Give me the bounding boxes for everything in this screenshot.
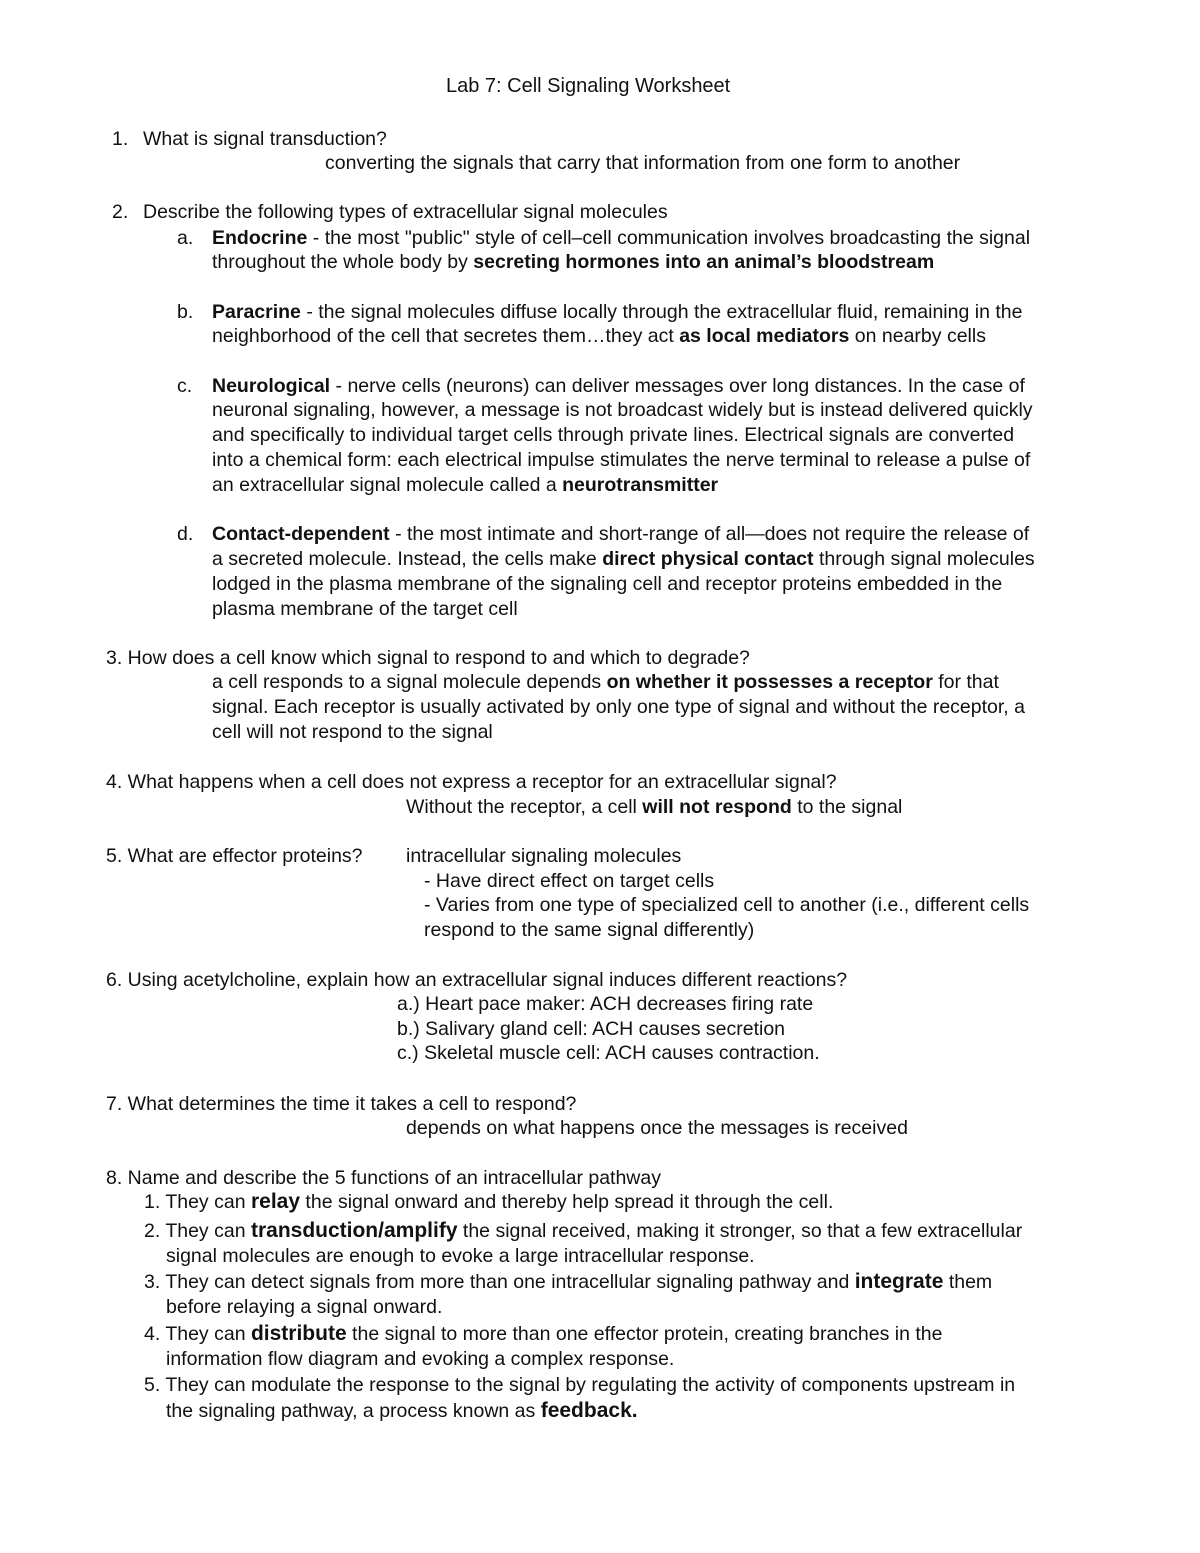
q7-question: 7. What determines the time it takes a cell to respond? [106, 1093, 577, 1115]
q2c-term: Neurological [212, 375, 331, 397]
q2b-letter: b. [177, 301, 194, 323]
q8-item-2: 2. They can transduction/amplify the signal received, making it stronger, so that a few extracellular [144, 1219, 1023, 1242]
q5-question: 5. What are effector proteins? [106, 845, 363, 867]
q4-answer: Without the receptor, a cell will not respond to the signal [406, 796, 903, 818]
q3-answer-line-3: cell will not respond to the signal [212, 721, 493, 743]
q2d-term: Contact-dependent [212, 523, 390, 545]
q7-answer: depends on what happens once the messages is received [406, 1117, 908, 1139]
q2-number: 2. [112, 201, 129, 223]
q6-question: 6. Using acetylcholine, explain how an extracellular signal induces different reactions? [106, 969, 848, 991]
q2a-line-1: Endocrine - the most "public" style of cell–cell communication involves broadcasting the signal [212, 227, 1031, 249]
q8-item-3: 3. They can detect signals from more than one intracellular signaling pathway and integrate them [144, 1270, 993, 1293]
q8-item-5: 5. They can modulate the response to the signal by regulating the activity of components upstream in [144, 1374, 1016, 1396]
q8-item-5-cont: the signaling pathway, a process known as feedback. [166, 1399, 638, 1422]
q1-answer: converting the signals that carry that information from one form to another [325, 152, 961, 174]
q5-point-2: - Varies from one type of specialized cell to another (i.e., different cells [424, 894, 1030, 916]
worksheet-title: Lab 7: Cell Signaling Worksheet [446, 75, 731, 97]
q2c-line-3: and specifically to individual target cells through private lines. Electrical signals are converted [212, 424, 1015, 446]
q2c-line-2: neuronal signaling, however, a message is not broadcast widely but is instead delivered quickly [212, 399, 1033, 421]
q3-answer-line-1: a cell responds to a signal molecule depends on whether it possesses a receptor for that [212, 671, 999, 693]
q6-answer-c: c.) Skeletal muscle cell: ACH causes contraction. [397, 1042, 820, 1064]
q8-item-3-cont: before relaying a signal onward. [166, 1296, 443, 1318]
q2d-line-3: lodged in the plasma membrane of the signaling cell and receptor proteins embedded in the [212, 573, 1003, 595]
q4-question: 4. What happens when a cell does not express a receptor for an extracellular signal? [106, 771, 837, 793]
q5-point-3: respond to the same signal differently) [424, 919, 755, 941]
q2d-line-2: a secreted molecule. Instead, the cells make direct physical contact through signal molecules [212, 548, 1035, 570]
q6-answer-a: a.) Heart pace maker: ACH decreases firing rate [397, 993, 814, 1015]
q2a-term: Endocrine [212, 227, 308, 249]
q1-number: 1. [112, 128, 129, 150]
q2a-letter: a. [177, 227, 194, 249]
q2c-line-5: an extracellular signal molecule called a neurotransmitter [212, 474, 719, 496]
q2b-term: Paracrine [212, 301, 301, 323]
q2c-line-1: Neurological - nerve cells (neurons) can deliver messages over long distances. In the case of [212, 375, 1025, 397]
q8-item-4: 4. They can distribute the signal to more than one effector protein, creating branches in the [144, 1322, 943, 1345]
q5-point-1: - Have direct effect on target cells [424, 870, 715, 892]
q8-question: 8. Name and describe the 5 functions of an intracellular pathway [106, 1167, 661, 1189]
q2d-line-4: plasma membrane of the target cell [212, 598, 518, 620]
q2b-line-2: neighborhood of the cell that secretes them…they act as local mediators on nearby cells [212, 325, 986, 347]
q2c-line-4: into a chemical form: each electrical impulse stimulates the nerve terminal to release a pulse of [212, 449, 1031, 471]
q5-answer: intracellular signaling molecules [406, 845, 682, 867]
q6-answer-b: b.) Salivary gland cell: ACH causes secretion [397, 1018, 786, 1040]
q2c-letter: c. [177, 375, 193, 397]
q2-question: Describe the following types of extracellular signal molecules [143, 201, 668, 223]
q3-answer-line-2: signal. Each receptor is usually activated by only one type of signal and without the receptor, a [212, 696, 1025, 718]
q1-question: What is signal transduction? [143, 128, 387, 150]
q2d-line-1: Contact-dependent - the most intimate and short-range of all—does not require the release of [212, 523, 1030, 545]
q8-item-2-cont: signal molecules are enough to evoke a large intracellular response. [166, 1245, 755, 1267]
q8-item-4-cont: information flow diagram and evoking a complex response. [166, 1348, 675, 1370]
q2a-line-2: throughout the whole body by secreting hormones into an animal’s bloodstream [212, 251, 935, 273]
q2b-line-1: Paracrine - the signal molecules diffuse locally through the extracellular fluid, remaining in the [212, 301, 1023, 323]
q2d-letter: d. [177, 523, 194, 545]
q8-item-1: 1. They can relay the signal onward and thereby help spread it through the cell. [144, 1190, 834, 1213]
q3-question: 3. How does a cell know which signal to respond to and which to degrade? [106, 647, 750, 669]
